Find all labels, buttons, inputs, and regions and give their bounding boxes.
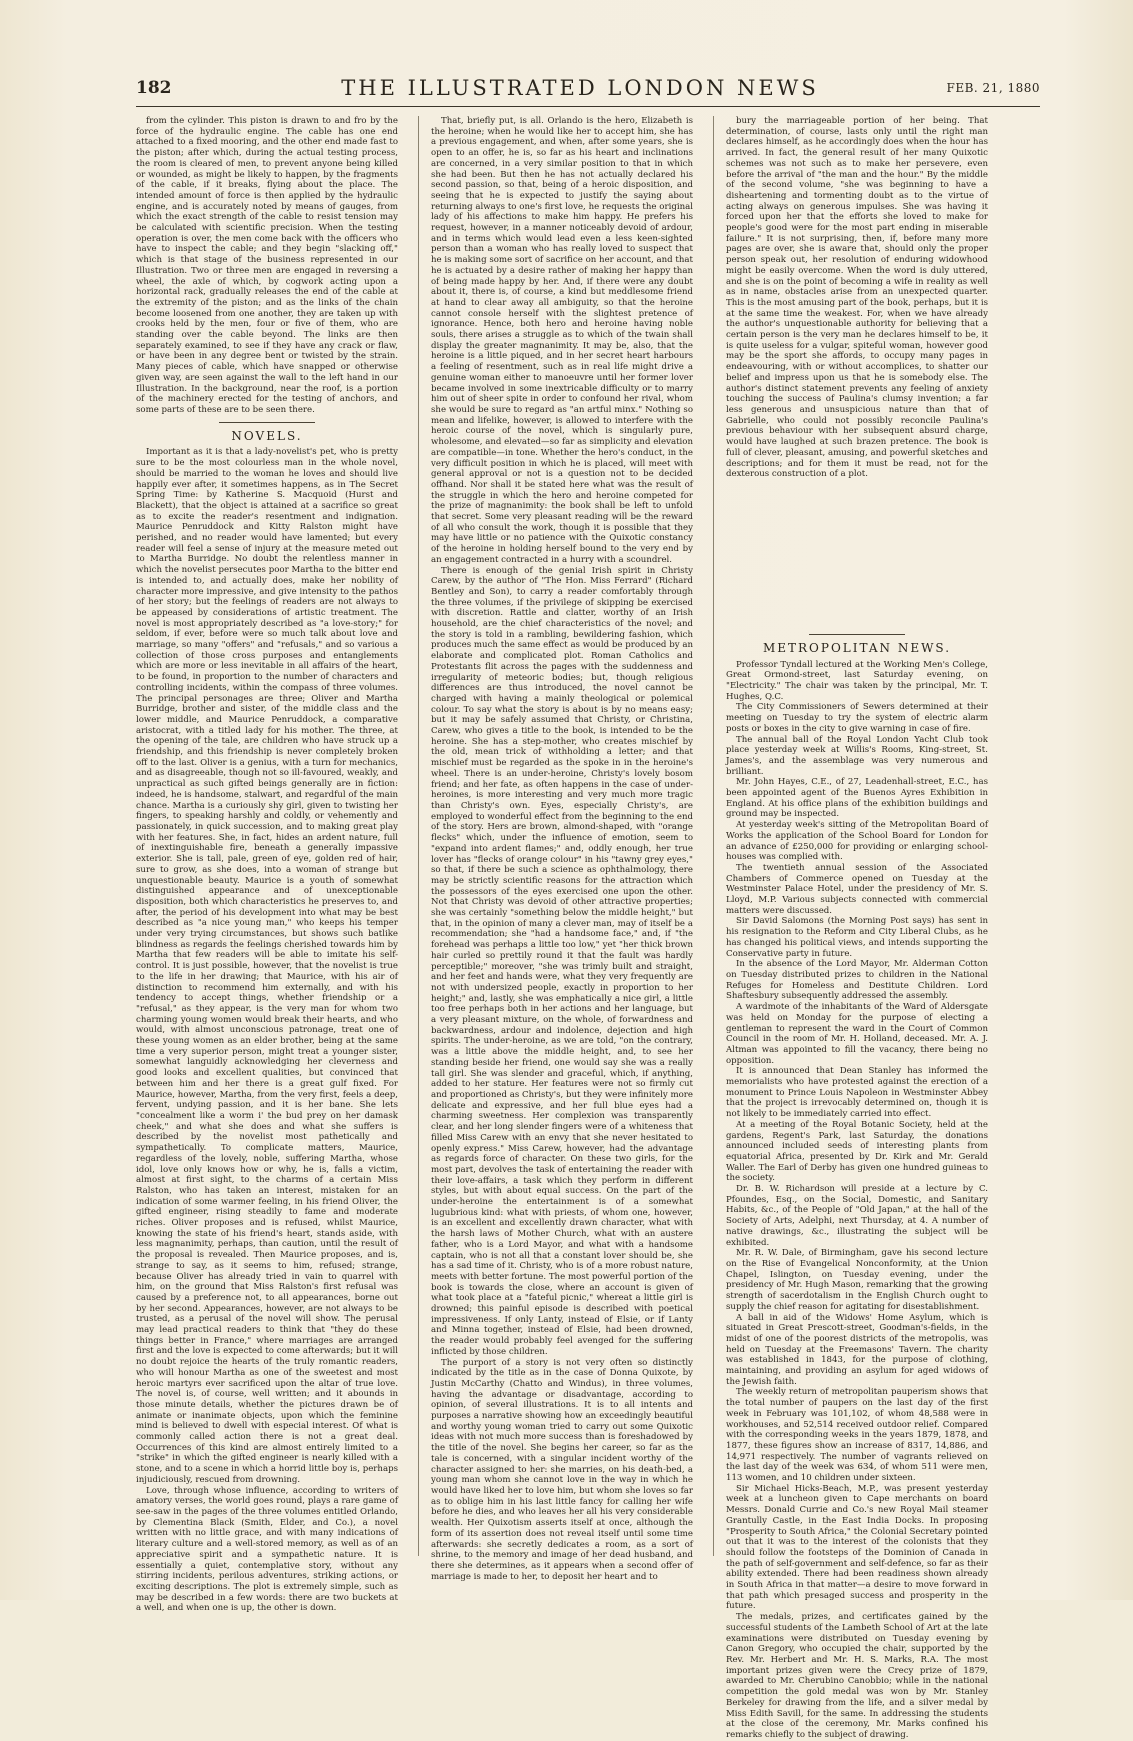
news-item: At a meeting of the Royal Botanic Society, held at the gardens, Regent's Park, last Saturday, the donations announced included seeds of interesting plants from equatorial Africa, presented by Dr. Kirk and Mr. Gerald Waller. The Earl of Derby has given one hundred guineas to the society.: [726, 1119, 988, 1184]
column-divider: [713, 116, 714, 1556]
news-item: Mr. R. W. Dale, of Birmingham, gave his second lecture on the Rise of Evangelical Nonconformity, at the Union Chapel, Islington, on Tuesday evening, under the presidency of Mr. Hugh Mason, remarking that the growing strength of sacerdotalism in the English Church ought to supply the chief reason for agitating for disestablishment.: [726, 1248, 988, 1312]
column-1: [136, 116, 398, 1614]
news-item: Sir David Salomons (the Morning Post says) has sent in his resignation to the Reform and City Liberal Clubs, as he has changed his political views, and intends supporting the Conservative party in future.: [726, 916, 988, 959]
news-item: A wardmote of the inhabitants of the Ward of Aldersgate was held on Monday for the purpose of electing a gentleman to represent the ward in the Court of Common Council in the room of Mr. H. Holland, deceased. Mr. A. J. Altman was appointed to fill the vacancy, there being no opposition.: [726, 1002, 988, 1066]
news-item: Dr. B. W. Richardson will preside at a lecture by C. Pfoundes, Esq., on the Social, Domestic, and Sanitary Habits, &c., of the People of "Old Japan," at the hall of the Society of Arts, Adelphi, next Thursday, at 4. A number of native drawings, &c., illustrating the subject will be exhibited.: [726, 1184, 988, 1248]
news-item: A ball in aid of the Widows' Home Asylum, which is situated in Great Prescott-street, Goodman's-fields, in the midst of one of the poorest districts of the metropolis, was held on Tuesday at the Freemasons' Tavern. The charity was established in 1843, for the purpose of clothing, maintaining, and providing an asylum for aged widows of the Jewish faith.: [726, 1312, 988, 1387]
section-separator: [219, 422, 315, 423]
newspaper-page: [100, 68, 1060, 1740]
header-rule: [136, 106, 1040, 107]
novels-paragraph: Important as it is that a lady-novelist's pet, who is pretty sure to be the most colourless man in the whole novel, should be married to the woman he loves and should live happily ever after, it sometimes happens, as in The Secret Spring Time: by Katherine S. Macquoid (Hurst and Blackett), that the object is attained at a sacrifice so great as to excite the reader's resentment and indignation. Maurice Penruddock and Kitty Ralston might have perished, and no reader would have lamented; but every reader will feel a sense of injury at the measure meted out to Martha Burridge. No doubt the relentless manner in which the novelist persecutes poor Martha to the bitter end is intended to, and actually does, make her nobility of character more impressive, and give intensity to the pathos of her story; but the feelings of readers are not always to be appeased by considerations of artistic treatment. The novel is most appropriately described as "a love-story;" for seldom, if ever, before were so much talk about love and marriage, so many "offers" and "refusals," and so various a collection of those cross purposes and entanglements which are more or less inevitable in all affairs of the heart, to be found, in proportion to the number of characters and controlling incidents, within the compass of three volumes. The principal personages are three; Oliver and Martha Burridge, brother and sister, of the middle class and the lower middle, and Maurice Penruddock, a comparative aristocrat, with a titled lady for his mother. The three, at the opening of the tale, are children who have struck up a friendship, and this friendship is never completely broken off to the last. Oliver is a genius, with a turn for mechanics, and as disagreeable, though not so ill-favoured, weakly, and unpractical as such gifted beings generally are in fiction: indeed, he is handsome, stalwart, and regardful of the main chance. Martha is a curiously shy girl, given to twisting her fingers, to speaking harshly and coldly, or vehemently and passionately, in quick succession, and to making great play with her features. She, in fact, hides an ardent nature, full of inextinguishable fire, beneath a generally impassive exterior. She is tall, pale, green of eye, golden red of hair, sure to grow, as she does, into a woman of strange but unquestionable beauty. Maurice is a youth of somewhat distinguished appearance and of unexceptionable disposition, both which characteristics he preserves to, and after, the period of his development into what may be best described as "a nice young man," who keeps his temper under very trying circumstances, but shows such batlike blindness as regards the feelings cherished towards him by Martha that few readers will be able to imitate his self-control. It is just possible, however, that the novelist is true to the life in her drawing; that Maurice, with his air of distinction to recommend him externally, and with his tendency to accept things, whether friendship or a "refusal," as they appear, is the very man for whom two charming young women would break their hearts, and who would, with almost unconscious patronage, treat one of these young women as an elder brother, being at the same time a very superior person, might treat a younger sister, somewhat languidly acknowledging her cleverness and good looks and excellent qualities, but convinced that between him and her there is a great gulf fixed. For Maurice, however, Martha, from the very first, feels a deep, fervent, undying passion, and it is her bane. She lets "concealment like a worm i' the bud prey on her damask cheek," and what she does and what she suffers is described by the novelist most pathetically and sympathetically. To complicate matters, Maurice, regardless of the lovely, noble, suffering Martha, whose idol, love only knows how or why, he is, falls a victim, almost at first sight, to the charms of a certain Miss Ralston, who has taken an interest, mistaken for an indication of some warmer feeling, in his friend Oliver, the gifted engineer, rising steadily to fame and moderate riches. Oliver proposes and is refused, whilst Maurice, knowing the state of his friend's heart, stands aside, with less magnanimity, perhaps, than caution, until the result of the proposal is revealed. Then Maurice proposes, and is, strange to say, as it seems to him, refused; strange, because Oliver has already tried in vain to quarrel with him, on the ground that Miss Ralston's first refusal was caused by a preference not, to all appearances, borne out by her second. Appearances, however, are not always to be trusted, as a perusal of the novel will show. The perusal may lead practical readers to think that "they do these things better in France," where marriages are arranged first and the love is expected to come afterwards; but it will no doubt rejoice the hearts of the truly romantic readers, who will honour Martha as one of the sweetest and most heroic martyrs ever sacrificed upon the altar of true love. The novel is, of course, well written; and it abounds in those minute details, whether the pictures drawn be of animate or inanimate objects, upon which the feminine mind is believed to dwell with especial interest. Of what is commonly called action there is not a great deal. Occurrences of this kind are almost entirely limited to a "strike" in which the gifted engineer is nearly killed with a stone, and to a scene in which a horrid little boy is, perhaps injudiciously, rescued from drowning.: [136, 447, 398, 1485]
column-3: [726, 116, 988, 1740]
column-2: [431, 116, 693, 1582]
novels-paragraph: The purport of a story is not very often so distinctly indicated by the title as in the case of Donna Quixote, by Justin McCarthy (Chatto and Windus), in three volumes, having the advantage or disadvantage, according to opinion, of several illustrations. It is to all intents and purposes a narrative showing how an exceedingly beautiful and worthy young woman tried to carry out some Quixotic ideas with not much more success than is foreshadowed by the title of the novel. She begins her career, so far as the tale is concerned, with a singular incident worthy of the character assigned to her: she marries, on his death-bed, a young man whom she cannot love in the way in which he would have liked her to love him, but whom she loves so far as to oblige him in his last little fancy for calling her wife before he dies, and who leaves her all his very considerable wealth. Her Quixotism asserts itself at once, although the form of its assertion does not reveal itself until some time afterwards: she secretly dedicates a room, as a sort of shrine, to the memory and image of her dead husband, and there she determines, as it appears when a second offer of marriage is made to her, to deposit her heart and to: [431, 1357, 693, 1582]
page-header: [100, 76, 1060, 110]
novels-paragraph: Love, through whose influence, according to writers of amatory verses, the world goes round, plays a rare game of see-saw in the pages of the three volumes entitled Orlando, by Clementina Black (Smith, Elder, and Co.), a novel written with no little grace, and with many indications of literary culture and a well-stored memory, as well as of an appreciative spirit and a sympathetic nature. It is essentially a quiet, contemplative story, without any stirring incidents, perilous adventures, striking actions, or exciting descriptions. The plot is extremely simple, such as may be described in a few words: there are two buckets at a well, and when one is up, the other is down.: [136, 1485, 398, 1614]
issue-date: FEB. 21, 1880: [946, 81, 1040, 95]
news-item: At yesterday week's sitting of the Metropolitan Board of Works the application of the School Board for London for an advance of £250,000 for providing or enlarging school-houses was complied with.: [726, 820, 988, 863]
novels-paragraph: There is enough of the genial Irish spirit in Christy Carew, by the author of "The Hon. Miss Ferrard" (Richard Bentley and Son), to carry a reader comfortably through the three volumes, if the privilege of skipping be exercised with discretion. Rattle and clatter, worthy of an Irish household, are the chief characteristics of the novel; and the story is told in a rambling, bewildering fashion, which produces much the same effect as would be produced by an elaborate and complicated plot. Roman Catholics and Protestants flit across the pages with the suddenness and irregularity of meteoric bodies; but, though religious differences are thus introduced, the novel cannot be charged with having a mainly theological or polemical colour. To say what the story is about is by no means easy; but it may be safely assumed that Christy, or Christina, Carew, who gives a title to the book, is intended to be the heroine. She has a step-mother, who creates mischief by the old, mean trick of withholding a letter; and that mischief must be regarded as the spoke in in the heroine's wheel. There is an under-heroine, Christy's lovely bosom friend; and her fate, as often happens in the case of under-heroines, is more interesting and very much more tragic than Christy's own. Eyes, especially Christy's, are employed to wonderful effect from the beginning to the end of the story. Hers are brown, almond-shaped, with "orange flecks" which, under the influence of emotion, seem to "expand into ardent flames;" and, oddly enough, her true lover has "flecks of orange colour" in his "tawny grey eyes," so that, if there be such a science as ophthalmology, there may be strictly scientific reasons for the attraction which the possessors of the eyes exercised one upon the other. Not that Christy was devoid of other attractive properties; she was certainly "something below the middle height," but that, in the opinion of many a clever man, may of itself be a recommendation; she "had a handsome face," and, if "the forehead was perhaps a little too low," yet "her thick brown hair curled so prettily round it that the fault was hardly perceptible;" moreover, "she was trimly built and straight, and her feet and hands were, what they very frequently are not with undersized people, exactly in proportion to her height;" and, lastly, she was emphatically a nice girl, a little too free perhaps both in her actions and her language, but a very pleasant mixture, on the whole, of forwardness and backwardness, ardour and indolence, dejection and high spirits. The under-heroine, as we are told, "on the contrary, was a little above the middle height, and, to see her standing beside her friend, one would say she was a really tall girl. She was slender and graceful, which, if anything, added to her stature. Her features were not so firmly cut and proportioned as Christy's, but they were infinitely more delicate and expressive, and her full blue eyes had a charming sweetness. Her complexion was transparently clear, and her long slender fingers were of a whiteness that filled Miss Carew with an envy that she never hesitated to openly express." Miss Carew, however, had the advantage as regards force of character. On these two girls, for the most part, devolves the task of entertaining the reader with their love-affairs, a task which they perform in different styles, but with about equal success. On the part of the under-heroine the entertainment is of a somewhat lugubrious kind: what with priests, of whom one, however, is an excellent and excellently drawn character, what with the harsh laws of Mother Church, what with an austere father, who is a Lord Mayor, and what with a handsome captain, who is not all that a constant lover should be, she has a sad time of it. Christy, who is of a more robust nature, meets with better fortune. The most powerful portion of the book is towards the close, where an account is given of what took place at a "fateful picnic," whereat a little girl is drowned; this painful episode is described with poetical impressiveness. If only Lanty, instead of Elsie, or if Lanty and Minna together, instead of Elsie, had been drowned, the reader would probably feel avenged for the suffering inflicted by those children.: [431, 565, 693, 1357]
news-item: Professor Tyndall lectured at the Working Men's College, Great Ormond-street, last Saturday evening, on "Electricity." The chair was taken by the principal, Mr. T. Hughes, Q.C.: [726, 659, 988, 702]
novels-heading: NOVELS.: [231, 428, 303, 443]
masthead-title: THE ILLUSTRATED LONDON NEWS: [341, 76, 819, 100]
cable-testing-text: from the cylinder. This piston is drawn to and fro by the force of the hydraulic engine. The cable has one end attached to a fixed mooring, and the other end made fast to the piston; after which, during the actual testing process, the room is cleared of men, to prevent anyone being killed or wounded, as might be likely to happen, by the fragments of the cable, if it breaks, flying about the place. The intended amount of force is then applied by the hydraulic engine, and is accurately noted by means of gauges, from which the exact strength of the cable to resist tension may be calculated with scientific precision. When the testing operation is over, the men come back with the officers who have to inspect the cable; and they begin "slacking off," which is that stage of the business represented in our Illustration. Two or three men are engaged in reversing a wheel, the axle of which, by cogwork acting upon a horizontal rack, gradually releases the end of the cable at the extremity of the piston; and as the links of the chain become loosened from one another, they are taken up with crooks held by the men, four or five of them, who are standing over the cable beyond. The links are then separately examined, to see if they have any crack or flaw, or have been in any degree bent or twisted by the strain. Many pieces of cable, which have snapped or otherwise given way, are seen against the wall to the left hand in our Illustration. In the background, near the roof, is a portion of the machinery erected for the testing of anchors, and some parts of these are to be seen there.: [136, 116, 398, 415]
news-item: It is announced that Dean Stanley has informed the memorialists who have protested against the erection of a monument to Prince Louis Napoleon in Westminster Abbey that the project is irrevocably determined on, though it is not likely to be immediately carried into effect.: [726, 1066, 988, 1120]
news-item: The weekly return of metropolitan pauperism shows that the total number of paupers on the last day of the first week in February was 101,102, of whom 48,588 were in workhouses, and 52,514 received outdoor relief. Compared with the corresponding weeks in the years 1879, 1878, and 1877, these figures show an increase of 8317, 14,886, and 14,971 respectively. The number of vagrants relieved on the last day of the week was 634, of whom 511 were men, 113 women, and 10 children under sixteen.: [726, 1387, 988, 1484]
blank-space: [726, 480, 988, 628]
news-item: Sir Michael Hicks-Beach, M.P., was present yesterday week at a luncheon given to Cape merchants on board Messrs. Donald Currie and Co.'s new Royal Mail steamer Grantully Castle, in the East India Docks. In proposing "Prosperity to South Africa," the Colonial Secretary pointed out that it was to the interest of the colonists that they should follow the footsteps of the Dominion of Canada in the path of self-government and self-defence, so far as their ability extended. There had been readiness shown already in South Africa in that matter—a desire to move forward in that path which presaged success and prosperity in the future.: [726, 1483, 988, 1612]
news-item: The medals, prizes, and certificates gained by the successful students of the Lambeth School of Art at the late examinations were distributed on Tuesday evening by Canon Gregory, who occupied the chair, supported by the Rev. Mr. Herbert and Mr. H. S. Marks, R.A. The most important prizes given were the Crecy prize of 1879, awarded to Mr. Cherubino Canobbio; while in the national competition the gold medal was won by Mr. Stanley Berkeley for drawing from the life, and a silver medal by Miss Edith Savill, for the same. In addressing the students at the close of the ceremony, Mr. Marks confined his remarks chiefly to the subject of drawing.: [726, 1612, 988, 1740]
news-item: The City Commissioners of Sewers determined at their meeting on Tuesday to try the system of electric alarm posts or boxes in the city to give warning in case of fire.: [726, 702, 988, 734]
page-number: 182: [136, 78, 172, 98]
novels-paragraph: That, briefly put, is all. Orlando is the hero, Elizabeth is the heroine; when he would like her to accept him, she has a previous engagement, and when, after some years, she is open to an offer, he is, so far as his heart and inclinations are concerned, in a very similar position to that in which she had been. But then he has not actually declared his second passion, so that, being of a heroic disposition, and seeing that he is expected to justify the saying about returning always to one's first love, he requests the original lady of his affections to make him happy. He prefers his request, however, in a manner noticeably devoid of ardour, and in terms which would lead even a less keen-sighted person than a woman who has really loved to suspect that he is making some sort of sacrifice on her account, and that he is actuated by a desire rather of making her happy than of being made happy by her. And, if there were any doubt about it, there is, of course, a kind but meddlesome friend at hand to clear away all ambiguity, so that the heroine cannot console herself with the slightest pretence of ignorance. Hence, both hero and heroine having noble souls, there arises a struggle as to which of the twain shall display the greater magnanimity. It may be, also, that the heroine is a little piqued, and in her secret heart harbours a feeling of resentment, such as in real life might drive a genuine woman either to manoeuvre until her former lover became involved in some inextricable difficulty or to marry him out of sheer spite in order to confound her rival, whom she would be sure to regard as "an artful minx." Nothing so mean and lifelike, however, is allowed to interfere with the heroic course of the novel, which is singularly pure, wholesome, and elevated—so far as simplicity and elevation are compatible—in tone. Whether the hero's conduct, in the very difficult position in which he is placed, will meet with general approval or not is a question not to be decided offhand. Nor shall it be stated here what was the result of the struggle in which the hero and heroine competed for the prize of magnanimity: the book shall be left to unfold that secret. Some very pleasant reading will be the reward of all who consult the work, though it is possible that they may have little or no patience with the Quixotic constancy of the heroine in holding herself bound to the very end by an engagement contracted in a hurry with a scoundrel.: [431, 116, 693, 565]
news-item: The twentieth annual session of the Associated Chambers of Commerce opened on Tuesday at the Westminster Palace Hotel, under the presidency of Mr. S. Lloyd, M.P. Various subjects connected with commercial matters were discussed.: [726, 862, 988, 916]
news-item: Mr. John Hayes, C.E., of 27, Leadenhall-street, E.C., has been appointed agent of the Buenos Ayres Exhibition in England. At his office plans of the exhibition buildings and ground may be inspected.: [726, 777, 988, 820]
section-separator: [809, 634, 905, 635]
news-item: In the absence of the Lord Mayor, Mr. Alderman Cotton on Tuesday distributed prizes to children in the National Refuges for Homeless and Destitute Children. Lord Shaftesbury subsequently addressed the assembly.: [726, 959, 988, 1002]
news-item: The annual ball of the Royal London Yacht Club took place yesterday week at Willis's Rooms, King-street, St. James's, and the assemblage was very numerous and brilliant.: [726, 734, 988, 777]
novels-paragraph: bury the marriageable portion of her being. That determination, of course, lasts only until the right man declares himself, as he accordingly does when the hour has arrived. In fact, the general result of her many Quixotic schemes was not such as to make her persevere, even before the arrival of "the man and the hour." By the middle of the second volume, "she was beginning to have a disheartening and tormenting doubt as to the virtue of acting always on generous impulses. She was having it forced upon her that the efforts she loved to make for people's good were for the most part ending in miserable failure." It is not surprising, then, if, before many more pages are over, she is aware that, should only the proper person speak out, her resolution of enduring widowhood might be easily overcome. When the word is duly uttered, and she is on the point of becoming a wife in reality as well as in name, obstacles arise from an unexpected quarter. This is the most amusing part of the book, perhaps, but it is at the same time the weakest. For, when we have already the author's unquestionable authority for believing that a certain person is the very man he declares himself to be, it is quite useless for a vulgar, spiteful woman, however good may be the sport she affords, to occupy many pages in endeavouring, with or without accomplices, to shatter our belief and impress upon us that he is somebody else. The author's distinct statement prevents any feeling of anxiety touching the success of Paulina's clumsy invention; a far less generous and unsuspicious nature than that of Gabrielle, who could not possibly reconcile Paulina's previous behaviour with her subsequent absurd charge, would have laughed at such brazen pretence. The book is full of clever, pleasant, amusing, and powerful sketches and descriptions; and for them it must be read, not for the dexterous construction of a plot.: [726, 116, 988, 480]
metropolitan-news-heading: METROPOLITAN NEWS.: [762, 640, 952, 655]
column-divider: [418, 116, 419, 1556]
